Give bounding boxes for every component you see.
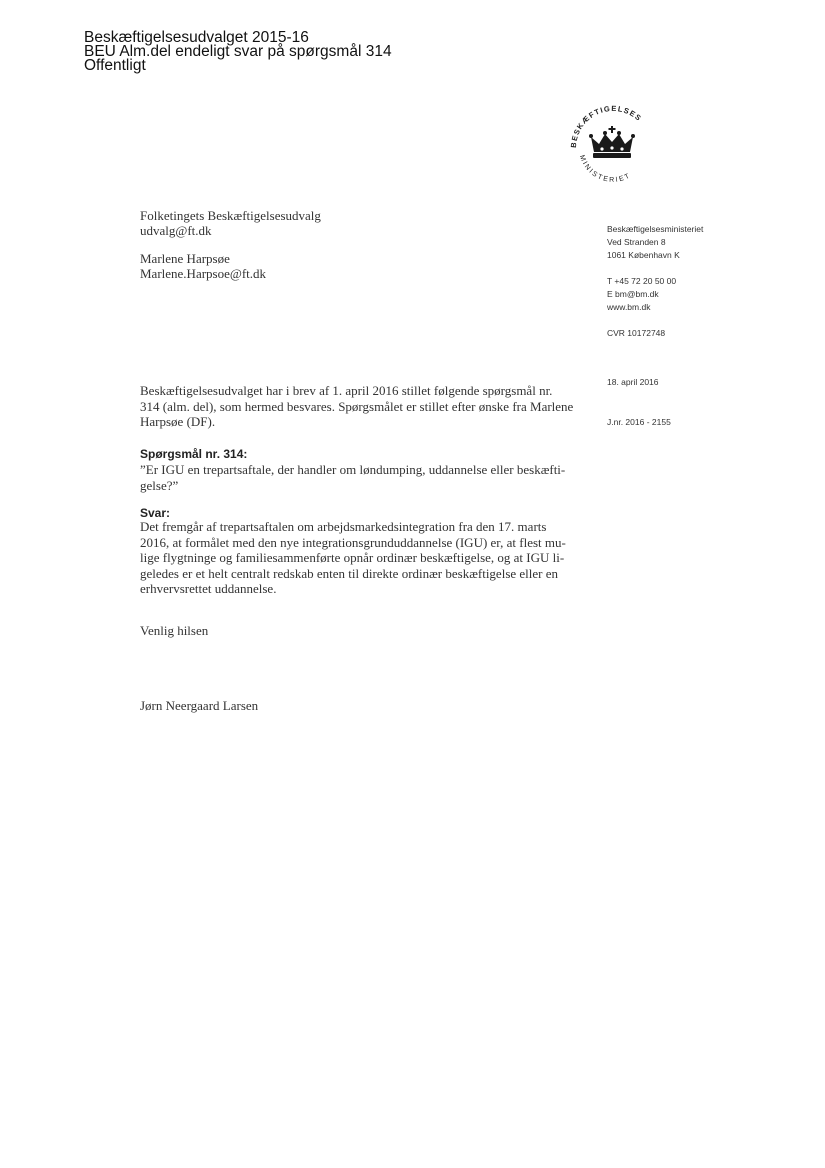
- answer-heading: Svar:: [140, 506, 171, 520]
- intro-line: Harpsøe (DF).: [140, 414, 216, 429]
- sender-street: Ved Stranden 8: [607, 237, 666, 247]
- sender-city: 1061 København K: [607, 250, 680, 260]
- intro-paragraph: [140, 383, 580, 430]
- intro-line: 314 (alm. del), som hermed besvares. Spørgsmålet er stillet efter ønske fra Marlene: [140, 398, 574, 414]
- recipient-person: Marlene Harpsøe: [140, 251, 230, 266]
- question-line: gelse?”: [140, 477, 179, 493]
- ministry-logo: [562, 102, 662, 188]
- sender-name: Beskæftigelsesministeriet: [607, 224, 704, 234]
- journal-number: J.nr. 2016 - 2155: [607, 417, 671, 427]
- question-heading: Spørgsmål nr. 314:: [140, 447, 248, 461]
- answer-line: geledes er et helt centralt redskab enten til direkte ordinær beskæftigelse eller en: [140, 565, 559, 581]
- recipient-person-email: Marlene.Harpsoe@ft.dk: [140, 266, 267, 281]
- answer-line: lige flygtninge og familiesammenførte opnår ordinær beskæftigelse, og at IGU li-: [140, 550, 565, 565]
- letter-date: 18. april 2016: [607, 377, 659, 387]
- svg-text:MINISTERIET: [578, 154, 632, 184]
- question-line: ”Er IGU en trepartsaftale, der handler om løndumping, uddannelse eller beskæfti-: [140, 462, 566, 477]
- recipient-committee: Folketingets Beskæftigelsesudvalg: [140, 208, 321, 223]
- intro-line: Beskæftigelsesudvalget har i brev af 1. april 2016 stillet følgende spørgsmål nr.: [140, 383, 553, 398]
- header-reference-line: BEU Alm.del endeligt svar på spørgsmål 314: [84, 43, 392, 60]
- sender-cvr: CVR 10172748: [607, 328, 666, 338]
- answer-line: Det fremgår af trepartsaftalen om arbejdsmarkedsintegration fra den 17. marts: [140, 519, 547, 534]
- answer-line: erhvervsrettet uddannelse.: [140, 581, 277, 596]
- answer-line: 2016, at formålet med den nye integrationsgrunduddannelse (IGU) er, at flest mu-: [140, 534, 566, 550]
- logo-arc-top: BESKÆFTIGELSES: [568, 103, 644, 149]
- sender-phone: T +45 72 20 50 00: [607, 276, 677, 286]
- sender-address: [607, 223, 703, 340]
- recipient-committee-email: udvalg@ft.dk: [140, 223, 212, 238]
- crown-icon: [562, 102, 662, 188]
- closing-greeting: Venlig hilsen: [140, 623, 209, 638]
- logo-arc-bottom: MINISTERIET: [577, 154, 633, 184]
- header-committee-line: Beskæftigelsesudvalget 2015-16: [84, 29, 309, 46]
- sender-web: www.bm.dk: [607, 302, 651, 312]
- document-header: [84, 31, 392, 73]
- sender-email: E bm@bm.dk: [607, 289, 659, 299]
- question-text: [140, 462, 580, 493]
- recipient-address: [140, 208, 321, 281]
- header-status-line: Offentligt: [84, 57, 146, 74]
- answer-text: [140, 519, 580, 597]
- signature-name: Jørn Neergaard Larsen: [140, 698, 259, 713]
